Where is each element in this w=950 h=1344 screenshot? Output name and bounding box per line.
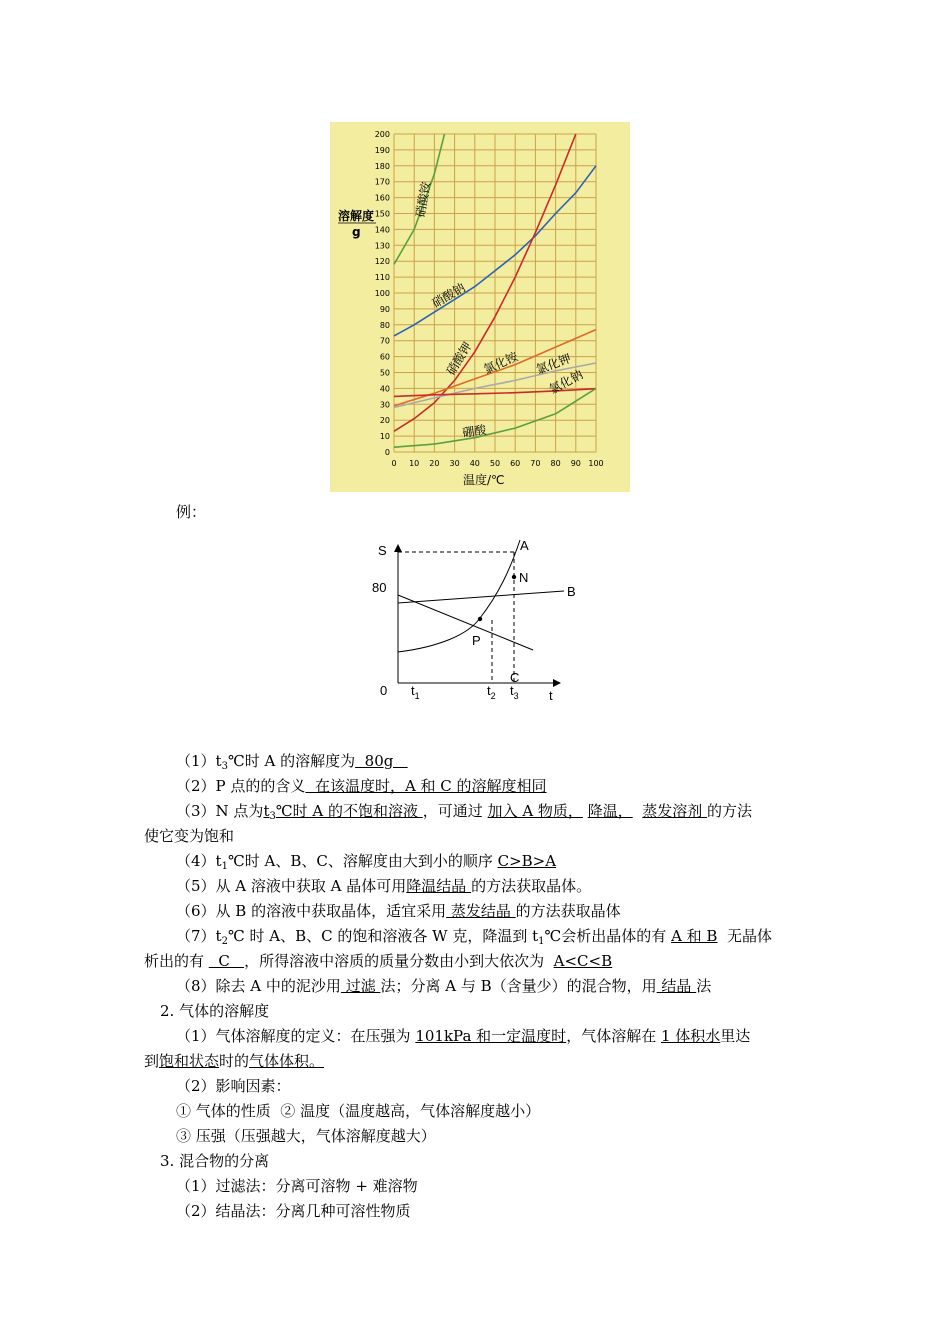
label-sodium-nitrate: 硝酸钠 (429, 280, 468, 311)
question-8: （8）除去 A 中的泥沙用 过滤 法；分离 A 与 B（含量少）的混合物，用 结晶 法 (176, 977, 712, 995)
y-tick-label: 70 (379, 336, 390, 346)
curve-c (398, 595, 533, 650)
y-tick-label: 50 (379, 368, 390, 378)
question-7-continued: 析出的有 C ，所得溶液中溶质的质量分数由小到大依次为 A<C<B (144, 952, 613, 970)
label-ammonium-chloride: 氯化铵 (481, 349, 521, 377)
y-tick-label: 0 (384, 448, 390, 457)
label-p: P (472, 633, 481, 648)
label-c: C (510, 670, 520, 685)
label-t1: $t_1$ (411, 683, 420, 701)
y-tick-label: 10 (379, 432, 390, 442)
y-tick-label: 40 (379, 384, 390, 394)
y-tick-label: 100 (374, 289, 390, 298)
section-2-item-1: （1）气体溶解度的定义：在压强为 101kPa 和一定温度时，气体溶解在 1 体积水里达 (176, 1027, 751, 1045)
x-tick-label: 60 (510, 459, 521, 468)
section-2-factors-a: ① 气体的性质 ② 温度（温度越高，气体溶解度越小） (176, 1102, 541, 1120)
y-tick-label: 110 (374, 273, 390, 283)
answer-7a: A 和 B (671, 927, 718, 945)
chart-ylabel-line2: g (352, 225, 361, 239)
section-2-title: 2. 气体的溶解度 (160, 1002, 270, 1020)
label-n: N (519, 570, 529, 585)
answer-8b: 结晶 (656, 977, 697, 995)
section-2-factors-b: ③ 压强（压强越大，气体溶解度越大） (176, 1127, 436, 1145)
y-tick-label: 130 (374, 241, 390, 251)
label-origin: 0 (380, 683, 388, 698)
chart-ylabel-line1: 溶解度 (338, 209, 375, 223)
chart-xlabel: 温度/℃ (463, 473, 505, 487)
x-tick-label: 50 (489, 459, 501, 468)
answer-5: 降温结晶 (406, 877, 472, 895)
y-tick-label: 90 (379, 304, 390, 314)
y-tick-label: 160 (374, 193, 390, 203)
question-4: $(4)t_1℃$时 A、B、C、溶解度由大到小的顺序 C>B>A (176, 852, 557, 872)
answer-3c: 降温， (587, 802, 633, 820)
question-2: （2）P 点的的含义 在该温度时，A 和 C 的溶解度相同 (176, 777, 547, 795)
answer-gas-3: 饱和状态 (159, 1052, 220, 1070)
solubility-chart (330, 122, 630, 492)
x-tick-label: 40 (469, 459, 480, 468)
y-tick-label: 140 (374, 225, 390, 235)
x-tick-label: 0 (391, 459, 397, 468)
answer-4: C>B>A (497, 852, 557, 870)
answer-6: 蒸发结晶 (446, 902, 516, 920)
y-tick-label: 20 (379, 416, 390, 426)
y-tick-label: 170 (374, 177, 390, 187)
section-3-item-1: （1）过滤法：分离可溶物 + 难溶物 (176, 1177, 418, 1195)
section-3-item-2: （2）结晶法：分离几种可溶性物质 (176, 1202, 411, 1220)
label-80: 80 (372, 580, 387, 595)
section-2-item-1-continued: 到饱和状态时的气体体积。 (144, 1052, 325, 1070)
question-3: （3）N 点为$t_3℃$时 A 的不饱和溶液 ，可通过 加入 A 物质， 降温， 蒸发溶剂 的方法 (176, 802, 753, 822)
y-tick-label: 80 (379, 320, 390, 330)
label-boric-acid: 硼酸 (461, 422, 488, 440)
answer-gas-4: 气体体积。 (249, 1052, 325, 1070)
y-tick-label: 190 (374, 145, 390, 155)
answer-8a: 过滤 (340, 977, 381, 995)
label-a: A (520, 538, 529, 553)
answer-gas-1: 101kPa 和一定温度时 (415, 1027, 567, 1045)
x-tick-label: 90 (570, 459, 581, 468)
section-3-title: 3. 混合物的分离 (160, 1152, 270, 1170)
x-tick-label: 70 (530, 459, 541, 468)
label-t2: $t_2$ (487, 683, 496, 701)
point-p-dot (478, 617, 482, 621)
y-tick-label: 180 (374, 161, 390, 171)
label-ammonium-nitrate: 硝酸铵 (413, 180, 434, 219)
answer-1: 80g (355, 752, 408, 770)
answer-7b: C (208, 952, 245, 970)
label-potassium-nitrate: 硝酸钾 (443, 339, 475, 378)
question-7: $(7)t_2℃$ 时 A、B、C 的饱和溶液各 W 克，降温到 $t_1℃$会析出晶体的有 A 和 B 无晶体 (176, 927, 773, 947)
example-diagram (368, 535, 588, 710)
answer-7c: A<C<B (553, 952, 613, 970)
y-tick-label: 30 (379, 400, 390, 410)
answer-2: 在该温度时，A 和 C 的溶解度相同 (305, 777, 547, 795)
question-1: $(1)t_3℃$时 A 的溶解度为 80g (176, 752, 408, 772)
question-6: （6）从 B 的溶液中获取晶体，适宜采用 蒸发结晶 的方法获取晶体 (176, 902, 621, 920)
x-tick-label: 100 (588, 459, 604, 468)
label-t: t (549, 688, 553, 703)
x-tick-label: 20 (429, 459, 440, 468)
label-b: B (567, 584, 576, 599)
section-2-item-2: （2）影响因素： (176, 1077, 291, 1095)
label-sodium-chloride: 氯化钠 (546, 367, 586, 397)
y-tick-label: 120 (374, 257, 390, 267)
answer-3d: 蒸发溶剂 (642, 802, 708, 820)
label-s: S (378, 543, 387, 558)
question-3-continued: 使它变为饱和 (144, 827, 235, 845)
example-label: 例： (176, 503, 207, 521)
curve-b (398, 591, 564, 603)
question-5: （5）从 A 溶液中获取 A 晶体可用降温结晶 的方法获取晶体。 (176, 877, 592, 895)
label-t3: $t_3$ (510, 683, 519, 701)
answer-3b: 加入 A 物质， (487, 802, 583, 820)
x-tick-label: 80 (550, 459, 561, 468)
x-tick-label: 30 (449, 459, 460, 468)
answer-3a: $t_3℃$时 A 的不饱和溶液 (263, 802, 423, 822)
y-tick-label: 60 (379, 352, 390, 362)
answer-gas-2: 1 体积水 (660, 1027, 721, 1045)
point-n-dot (512, 575, 516, 579)
y-tick-label: 150 (374, 209, 390, 219)
label-potassium-chloride: 氯化钾 (534, 351, 573, 377)
y-tick-label: 200 (374, 130, 390, 139)
x-tick-label: 10 (409, 459, 420, 468)
